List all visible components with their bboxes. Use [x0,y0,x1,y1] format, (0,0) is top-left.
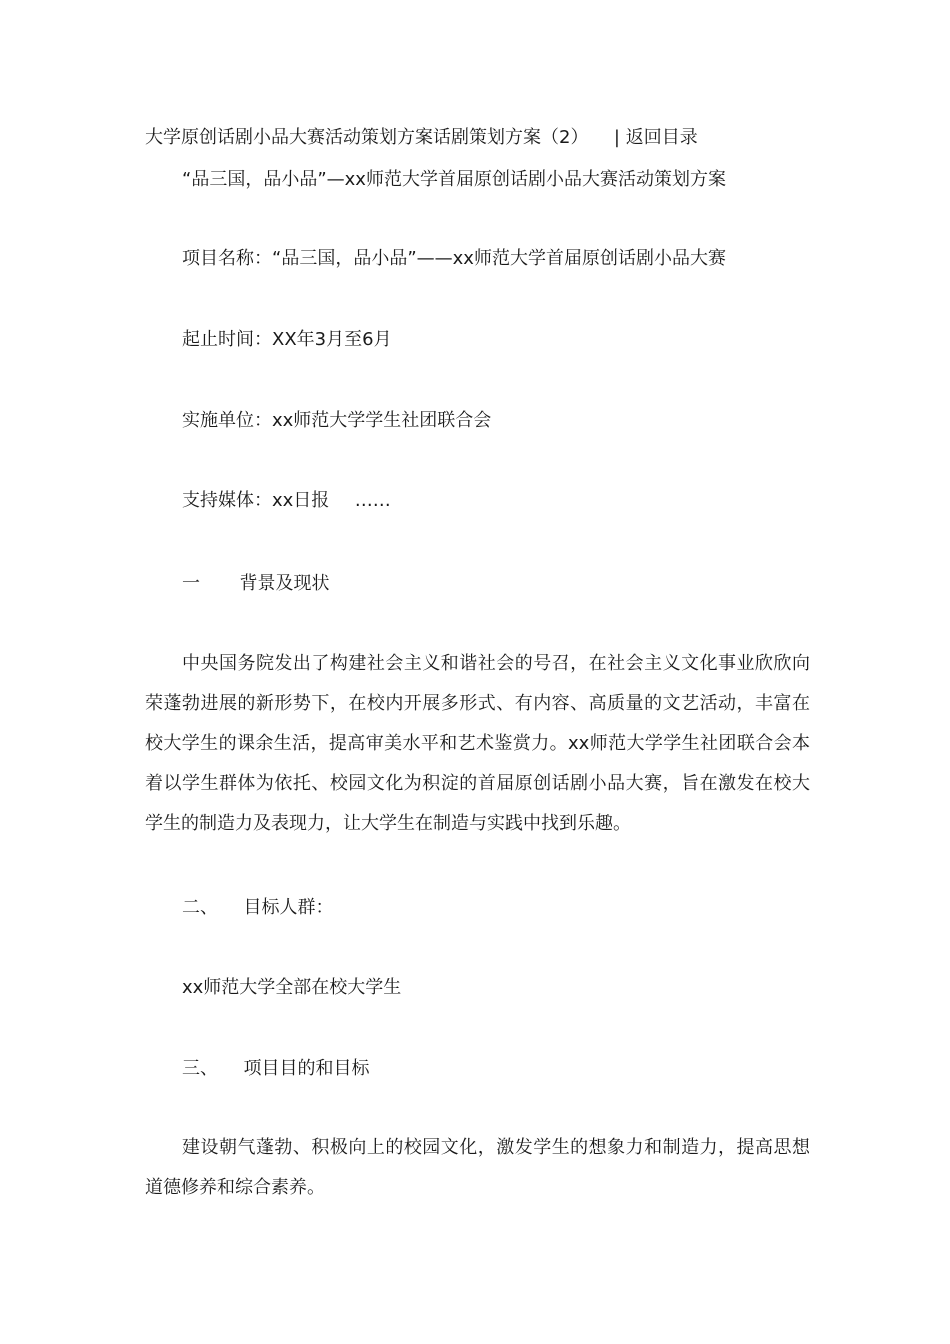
media-more: …… [354,490,391,511]
section-2-number: 二、 [182,897,218,918]
section-3-number: 三、 [182,1058,218,1079]
section-1-heading [182,572,329,596]
document-header [145,126,698,150]
section-2-heading [182,896,333,920]
media-label: 支持媒体：xx日报 [182,490,330,511]
project-organizer: 实施单位：xx师范大学学生社团联合会 [182,410,492,431]
document-title: 大学原创话剧小品大赛活动策划方案话剧策划方案（2） [145,127,589,148]
plan-subtitle: “品三国，品小品”—xx师范大学首届原创话剧小品大赛活动策划方案 [182,169,726,190]
section-3-title: 项目目的和目标 [243,1058,370,1079]
section-3-heading [182,1057,369,1081]
section-1-number: 一 [182,573,200,594]
project-name: 项目名称：“品三国，品小品”——xx师范大学首届原创话剧小品大赛 [182,248,726,269]
return-to-contents-link[interactable]: 返回目录 [625,127,698,148]
section-1-paragraph: 中央国务院发出了构建社会主义和谐社会的号召，在社会主义文化事业欣欣向荣蓬勃进展的新形势下，在校内开展多形式、有内容、高质量的文艺活动，丰富在校大学生的课余生活，提高审美水平和艺术鉴赏力。xx师范大学学生社团联合会本着以学生群体为依托、校园文化为积淀的首届原创话剧小品大赛，旨在激发在校大学生的制造力及表现力，让大学生在制造与实践中找到乐趣。 [145,653,810,834]
project-media [182,489,391,513]
section-2-paragraph: xx师范大学全部在校大学生 [182,977,402,998]
section-2-title: 目标人群： [243,897,334,918]
section-3-paragraph: 建设朝气蓬勃、积极向上的校园文化，激发学生的想象力和制造力，提高思想道德修养和综合素养。 [145,1137,810,1198]
project-duration: 起止时间：XX年3月至6月 [182,329,392,350]
section-1-title: 背景及现状 [239,573,330,594]
header-separator: | [613,127,620,148]
